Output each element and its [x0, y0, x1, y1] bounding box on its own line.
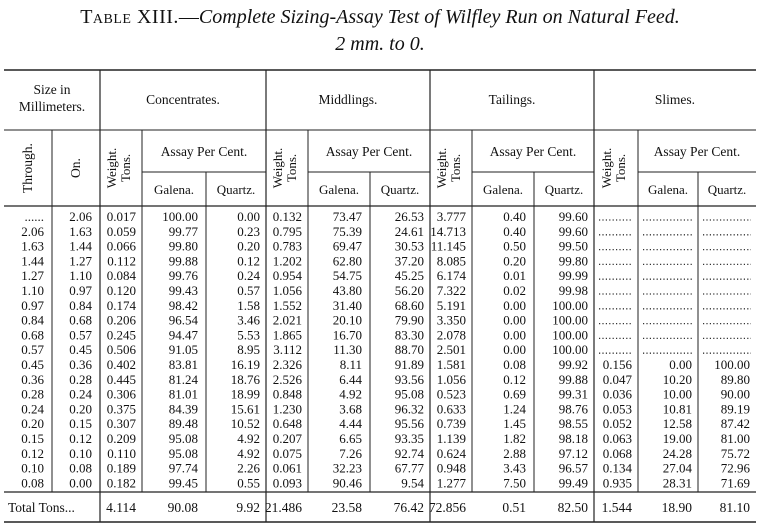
table-cell: 0.307	[106, 416, 136, 432]
group-header-tailings: Tailings.	[488, 92, 536, 107]
table-cell: 8.085	[436, 253, 466, 269]
table-cell: 1.44	[21, 253, 44, 269]
table-cell: 16.70	[332, 327, 362, 343]
table-cell: 2.078	[436, 327, 466, 343]
table-cell: 6.174	[436, 268, 466, 284]
table-grid	[4, 68, 756, 524]
table-cell: 0.57	[69, 327, 92, 343]
table-cell: 1.10	[69, 268, 92, 284]
weight-header: Weight.	[104, 147, 119, 189]
group-header-middlings: Middlings.	[318, 92, 378, 107]
through-header: Through.	[20, 143, 35, 193]
table-cell: 95.08	[394, 386, 424, 402]
table-cell: 99.43	[168, 283, 198, 298]
table-cell: 0.84	[69, 297, 92, 313]
table-cell: 54.75	[332, 268, 362, 284]
table-cell: 0.110	[107, 445, 136, 461]
table-cell: 3.350	[436, 312, 466, 328]
totals-cell: 9.92	[236, 500, 260, 515]
table-cell: 98.55	[558, 416, 588, 432]
size-header-line1: Size in	[33, 82, 71, 97]
table-cell: 10.81	[662, 401, 692, 417]
table-cell: 43.80	[332, 283, 362, 298]
group-header-concentrates: Concentrates.	[146, 92, 220, 107]
weight-header: Weight.	[434, 147, 449, 189]
table-cell: 6.44	[339, 371, 362, 387]
table-cell: 0.954	[272, 268, 302, 284]
tons-header: Tons.	[448, 153, 463, 183]
table-cell: 1.277	[436, 475, 466, 491]
table-cell: 6.65	[339, 431, 362, 446]
table-cell: 84.39	[168, 401, 198, 417]
table-cell: 2.06	[69, 209, 92, 224]
table-cell: 0.017	[106, 209, 136, 224]
table-cell: 93.35	[394, 431, 424, 446]
table-cell: 81.00	[720, 431, 750, 446]
table-cell: 1.10	[21, 283, 44, 298]
table-cell: 8.95	[237, 342, 260, 358]
table-cell: 0.97	[21, 297, 44, 313]
table-cell: 0.445	[106, 371, 136, 387]
table-cell: 0.00	[503, 342, 526, 358]
table-cell: 90.00	[720, 386, 750, 402]
table-cell: 90.46	[332, 475, 362, 491]
table-cell: 1.056	[272, 283, 302, 298]
table-cell: 0.50	[503, 238, 526, 254]
table-cell: 1.27	[21, 268, 44, 284]
table-cell: 99.60	[558, 223, 588, 239]
table-cell: 0.182	[106, 475, 136, 491]
table-cell: 0.12	[503, 371, 526, 387]
table-cell: 4.92	[339, 386, 362, 402]
totals-cell: 0.51	[502, 500, 526, 515]
table-cell: 0.132	[272, 209, 302, 224]
table-cell: 0.120	[106, 283, 136, 298]
table-cell: 0.075	[272, 445, 302, 461]
table-cell: 19.00	[662, 431, 692, 446]
table-cell: 0.00	[503, 312, 526, 328]
table-cell: 89.80	[720, 371, 750, 387]
table-cell: 99.60	[558, 209, 588, 224]
galena-header: Galena.	[647, 182, 689, 197]
table-cell: 0.783	[272, 238, 302, 254]
table-cell: 1.58	[237, 297, 260, 313]
table-cell: 0.55	[237, 475, 260, 491]
table-cell: 0.08	[21, 475, 44, 491]
totals-cell: 18.90	[661, 500, 692, 515]
table-cell: 0.24	[21, 401, 44, 417]
table-cell: 1.44	[69, 238, 92, 254]
table-cell: 0.40	[503, 209, 526, 224]
title-dash: —	[178, 6, 199, 28]
table-cell: 10.00	[662, 386, 692, 402]
table-cell: 5.53	[237, 327, 260, 343]
table-cell: 32.23	[332, 460, 362, 476]
table-cell: 83.30	[394, 327, 424, 343]
table-cell: 37.20	[394, 253, 424, 269]
table-cell: 0.306	[106, 386, 136, 402]
table-cell: 0.68	[21, 327, 44, 343]
table-cell: 20.10	[332, 312, 362, 328]
table-cell: 100.00	[552, 312, 588, 328]
table-cell: 68.60	[394, 297, 424, 313]
table-cell: 11.30	[333, 342, 362, 358]
table-cell: 0.01	[503, 268, 526, 284]
table-cell: 24.28	[662, 445, 692, 461]
totals-cell: 4.114	[106, 500, 136, 515]
table-cell: 98.76	[558, 401, 588, 417]
table-cell: 0.245	[106, 327, 136, 343]
table-cell: 1.230	[272, 401, 302, 417]
table-cell: 71.69	[720, 475, 750, 491]
assay-per-cent-header: Assay Per Cent.	[653, 144, 741, 159]
table-cell: 0.24	[69, 386, 92, 402]
table-cell: 0.059	[106, 223, 136, 239]
table-cell: 1.139	[436, 431, 466, 446]
table-cell: 0.84	[21, 312, 44, 328]
quartz-header: Quartz.	[380, 182, 420, 197]
assay-per-cent-header: Assay Per Cent.	[489, 144, 577, 159]
table-cell: 72.96	[720, 460, 750, 476]
table-cell: 0.506	[106, 342, 136, 358]
table-cell: 7.50	[503, 475, 526, 491]
table-cell: 7.322	[436, 283, 466, 298]
table-cell: 11.145	[430, 238, 466, 254]
table-cell: 99.92	[558, 357, 588, 372]
galena-header: Galena.	[318, 182, 360, 197]
table-cell: 99.49	[558, 475, 588, 491]
table-cell: 0.189	[106, 460, 136, 476]
table-cell: 1.552	[272, 297, 302, 313]
table-cell: 97.12	[558, 445, 588, 461]
table-cell: 1.63	[69, 223, 92, 239]
table-cell: 14.713	[430, 223, 466, 239]
table-cell: 0.28	[21, 386, 44, 402]
table-cell: 98.42	[168, 297, 198, 313]
table-cell: 0.066	[106, 238, 136, 254]
table-cell: 0.02	[503, 283, 526, 298]
table-cell: 0.053	[602, 401, 632, 417]
table-cell: 99.98	[558, 283, 588, 298]
quartz-header: Quartz.	[707, 182, 747, 197]
table-cell: 3.46	[237, 312, 260, 328]
table-cell: 0.047	[602, 371, 632, 387]
table-cell: 1.24	[503, 401, 526, 417]
table-cell: 3.112	[273, 342, 302, 358]
table-cell: 0.036	[602, 386, 632, 402]
table-cell: 0.633	[436, 401, 466, 417]
tons-header: Tons.	[284, 153, 299, 183]
table-cell: 0.08	[69, 460, 92, 476]
table-cell: 0.00	[69, 475, 92, 491]
table-cell: 99.80	[168, 238, 198, 254]
table-cell: 12.58	[662, 416, 692, 432]
table-cell: 99.31	[558, 386, 588, 402]
table-cell: 0.795	[272, 223, 302, 239]
table-cell: 3.68	[339, 401, 362, 417]
table-cell: 4.44	[339, 416, 362, 432]
table-caption: Complete Sizing-Assay Test of Wilfley Run on Natural Feed.	[198, 6, 680, 28]
table-cell: 81.01	[168, 386, 198, 402]
table-cell: 5.191	[436, 297, 466, 313]
table-cell: 73.47	[332, 209, 362, 224]
table-cell: 0.948	[436, 460, 466, 476]
table-cell: 1.82	[503, 431, 526, 446]
table-cell: 2.26	[237, 460, 260, 476]
table-cell: 0.36	[69, 357, 92, 372]
table-cell: 100.00	[552, 327, 588, 343]
table-cell: 7.26	[339, 445, 362, 461]
table-cell: 91.05	[168, 342, 198, 358]
table-cell: 0.57	[237, 283, 260, 298]
table-cell: 0.36	[21, 371, 44, 387]
table-cell: 0.12	[21, 445, 44, 461]
galena-header: Galena.	[153, 182, 195, 197]
table-cell: 0.156	[602, 357, 632, 372]
table-cell: 91.89	[394, 357, 424, 372]
table-cell: 0.20	[503, 253, 526, 269]
table-cell: 75.72	[720, 445, 750, 461]
table-cell: 99.88	[558, 371, 588, 387]
table-cell: 0.935	[602, 475, 632, 491]
table-cell: 95.56	[394, 416, 424, 432]
table-cell: 1.63	[21, 238, 44, 254]
table-cell: 67.77	[394, 460, 424, 476]
table-cell: 100.00	[552, 342, 588, 358]
table-cell: 0.12	[237, 253, 260, 269]
totals-cell: 90.08	[167, 500, 198, 515]
table-cell: 10.20	[662, 371, 692, 387]
table-cell: 0.40	[503, 223, 526, 239]
table-cell: 99.45	[168, 475, 198, 491]
table-cell: 0.00	[503, 297, 526, 313]
table-cell: 1.202	[272, 253, 302, 269]
table-cell: 0.00	[669, 357, 692, 372]
table-cell: 3.777	[436, 209, 466, 224]
table-cell: 81.24	[168, 371, 198, 387]
table-cell: 0.739	[436, 416, 466, 432]
table-cell: 88.70	[394, 342, 424, 358]
table-cell: 0.12	[69, 431, 92, 446]
table-cell: 30.53	[394, 238, 424, 254]
table-cell: 0.134	[602, 460, 632, 476]
table-cell: 99.80	[558, 253, 588, 269]
totals-cell: 82.50	[557, 500, 588, 515]
tons-header: Tons.	[118, 153, 133, 183]
table-cell: 98.18	[558, 431, 588, 446]
table-cell: 99.88	[168, 253, 198, 269]
table-cell: 79.90	[394, 312, 424, 328]
table-cell: 0.112	[107, 253, 136, 269]
table-cell: 89.48	[168, 416, 198, 432]
table-cell: 2.021	[272, 312, 302, 328]
table-cell: 0.061	[272, 460, 302, 476]
table-cell: 62.80	[332, 253, 362, 269]
table-cell: 0.402	[106, 357, 136, 372]
table-cell: 0.00	[237, 209, 260, 224]
table-cell: 27.04	[662, 460, 692, 476]
table-cell: 0.207	[272, 431, 302, 446]
table-cell: 99.99	[558, 268, 588, 284]
table-cell: 97.74	[168, 460, 198, 476]
weight-header: Weight.	[599, 147, 614, 189]
table-cell: 0.068	[602, 445, 632, 461]
table-cell: 31.40	[332, 297, 362, 313]
table-cell: 0.20	[21, 416, 44, 432]
table-title	[0, 4, 760, 58]
table-cell: 15.61	[230, 401, 260, 417]
weight-header: Weight.	[270, 147, 285, 189]
table-cell: 100.00	[714, 357, 750, 372]
table-cell: 0.23	[237, 223, 260, 239]
table-cell: 95.08	[168, 445, 198, 461]
table-cell: 0.69	[503, 386, 526, 402]
table-cell: 94.47	[168, 327, 198, 343]
table-cell: 0.97	[69, 283, 92, 298]
table-cell: 0.209	[106, 431, 136, 446]
table-cell: 0.15	[69, 416, 92, 432]
table-cell: 100.00	[162, 209, 198, 224]
table-cell: 96.54	[168, 312, 198, 328]
table-cell: 18.99	[230, 386, 260, 402]
table-cell: 99.50	[558, 238, 588, 254]
table-cell: 2.526	[272, 371, 302, 387]
table-cell: 1.865	[272, 327, 302, 343]
table-cell: 0.10	[69, 445, 92, 461]
table-cell: 9.54	[401, 475, 424, 491]
group-header-slimes: Slimes.	[654, 92, 696, 107]
table-cell: 0.24	[237, 268, 260, 284]
table-cell: 100.00	[552, 297, 588, 313]
totals-cell: 21.486	[264, 500, 302, 515]
table-cell: 0.063	[602, 431, 632, 446]
table-cell: 92.74	[394, 445, 424, 461]
table-cell: 10.52	[230, 416, 260, 432]
assay-per-cent-header: Assay Per Cent.	[325, 144, 413, 159]
table-cell: 0.174	[106, 297, 136, 313]
table-cell: 0.00	[503, 327, 526, 343]
table-cell: 0.20	[237, 238, 260, 254]
table-cell: 96.57	[558, 460, 588, 476]
table-cell: 56.20	[394, 283, 424, 298]
table-cell: 0.375	[106, 401, 136, 417]
table-cell: 0.523	[436, 386, 466, 402]
table-cell: 24.61	[394, 223, 424, 239]
table-cell: 69.47	[332, 238, 362, 254]
sizing-assay-table	[4, 68, 756, 524]
table-cell: 0.093	[272, 475, 302, 491]
totals-cell: 76.42	[393, 500, 424, 515]
table-cell: 0.10	[21, 460, 44, 476]
table-cell: 1.581	[436, 357, 466, 372]
table-cell: 0.08	[503, 357, 526, 372]
table-cell: 0.648	[272, 416, 302, 432]
table-cell: 0.20	[69, 401, 92, 417]
table-cell: 4.92	[237, 445, 260, 461]
table-cell: 99.76	[168, 268, 198, 284]
table-cell: 0.28	[69, 371, 92, 387]
table-cell: 95.08	[168, 431, 198, 446]
table-cell: 2.06	[21, 223, 44, 239]
totals-cell: 81.10	[719, 500, 750, 515]
totals-cell: 1.544	[601, 500, 632, 515]
totals-cell: 23.58	[331, 500, 362, 515]
table-cell: 83.81	[168, 357, 198, 372]
table-cell: 1.45	[503, 416, 526, 432]
table-cell: 96.32	[394, 401, 424, 417]
table-cell: 28.31	[662, 475, 692, 491]
table-cell: 0.45	[21, 357, 44, 372]
assay-per-cent-header: Assay Per Cent.	[160, 144, 248, 159]
table-cell: 1.056	[436, 371, 466, 387]
table-subtitle: 2 mm. to 0.	[335, 33, 425, 55]
table-cell: 2.326	[272, 357, 302, 372]
galena-header: Galena.	[482, 182, 524, 197]
table-cell: 2.501	[436, 342, 466, 358]
table-cell: 89.19	[720, 401, 750, 417]
quartz-header: Quartz.	[216, 182, 256, 197]
table-cell: 2.88	[503, 445, 526, 461]
table-cell: 45.25	[394, 268, 424, 284]
table-cell: 4.92	[237, 431, 260, 446]
table-cell: 0.848	[272, 386, 302, 402]
table-cell: 93.56	[394, 371, 424, 387]
table-cell: 0.57	[21, 342, 44, 358]
table-cell: 75.39	[332, 223, 362, 239]
on-header: On.	[68, 158, 83, 178]
table-cell: 0.084	[106, 268, 136, 284]
table-cell: 0.15	[21, 431, 44, 446]
table-cell: 3.43	[503, 460, 526, 476]
table-cell: 0.624	[436, 445, 466, 461]
table-cell: 8.11	[339, 357, 362, 372]
table-cell: 99.77	[168, 223, 198, 239]
size-header-line2: Millimeters.	[18, 99, 86, 114]
table-cell: 18.76	[230, 371, 260, 387]
table-cell: 0.45	[69, 342, 92, 358]
tons-header: Tons.	[613, 153, 628, 183]
table-cell: 0.68	[69, 312, 92, 328]
table-number: Table XIII.	[80, 6, 179, 28]
table-cell: 16.19	[230, 357, 260, 372]
quartz-header: Quartz.	[544, 182, 584, 197]
table-cell: 1.27	[69, 253, 92, 269]
table-cell: ......	[24, 209, 44, 224]
table-cell: 0.052	[602, 416, 632, 432]
totals-cell: 72.856	[428, 500, 466, 515]
table-cell: 26.53	[394, 209, 424, 224]
table-cell: 0.206	[106, 312, 136, 328]
table-cell: 87.42	[720, 416, 750, 432]
totals-label: Total Tons...	[8, 500, 75, 515]
